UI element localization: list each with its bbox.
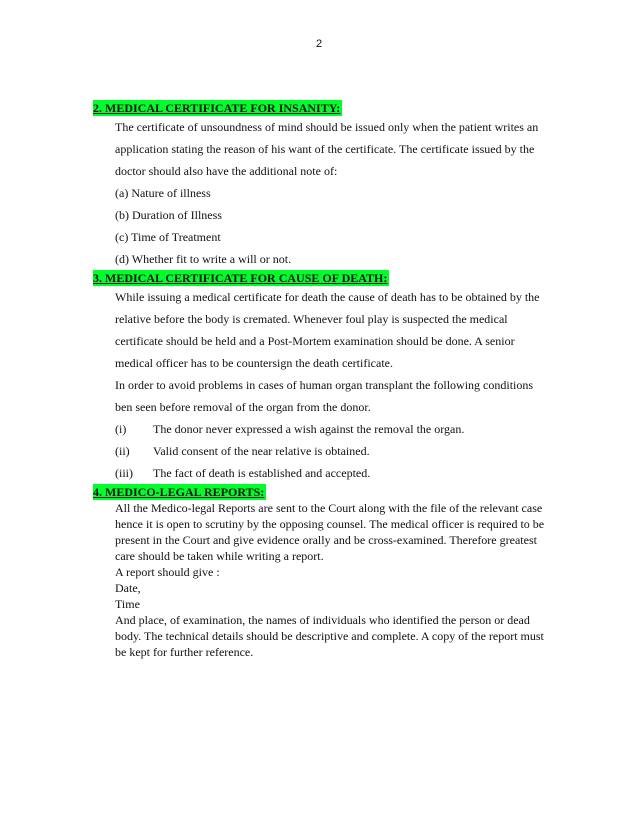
- body-line: be kept for further reference.: [115, 645, 254, 659]
- condition-number: (iii): [115, 466, 133, 480]
- body-line: care should be taken while writing a report.: [115, 549, 324, 563]
- section-body: [93, 500, 563, 660]
- body-line: body. The technical details should be descriptive and complete. A copy of the report must: [115, 629, 544, 643]
- condition-text: Valid consent of the near relative is obtained.: [153, 444, 370, 458]
- body-line: While issuing a medical certificate for death the cause of death has to be obtained by the: [115, 290, 540, 304]
- document-body: [93, 100, 563, 660]
- body-line: medical officer has to be countersign the death certificate.: [115, 356, 393, 370]
- body-line: In order to avoid problems in cases of human organ transplant the following conditions: [115, 378, 534, 392]
- body-line: hence it is open to scrutiny by the opposing counsel. The medical officer is required to be: [115, 517, 545, 531]
- body-line: ben seen before removal of the organ from the donor.: [115, 400, 371, 414]
- condition-item: [115, 418, 563, 440]
- body-line: doctor should also have the additional note of:: [115, 164, 338, 178]
- body-line: present in the Court and give evidence orally and be cross-examined. Therefore greatest: [115, 533, 537, 547]
- body-line: The certificate of unsoundness of mind should be issued only when the patient writes an: [115, 120, 539, 134]
- list-item: (d) Whether fit to write a will or not.: [115, 252, 292, 266]
- list-item: (c) Time of Treatment: [115, 230, 221, 244]
- condition-text: The donor never expressed a wish against the removal the organ.: [153, 422, 465, 436]
- body-line: application stating the reason of his want of the certificate. The certificate issued by the: [115, 142, 535, 156]
- condition-number: (ii): [115, 444, 130, 458]
- condition-number: (i): [115, 422, 127, 436]
- body-line: relative before the body is cremated. Whenever foul play is suspected the medical: [115, 312, 508, 326]
- section-cause-of-death: [93, 270, 563, 484]
- body-line: A report should give :: [115, 565, 220, 579]
- section-medico-legal-reports: [93, 484, 563, 660]
- body-line: Time: [115, 597, 140, 611]
- section-insanity: [93, 100, 563, 270]
- list-item: (a) Nature of illness: [115, 186, 211, 200]
- section-body: [93, 286, 563, 484]
- section-heading: 4. MEDICO-LEGAL REPORTS:: [93, 485, 265, 499]
- body-line: And place, of examination, the names of individuals who identified the person or dead: [115, 613, 530, 627]
- section-body: [93, 116, 563, 270]
- body-line: All the Medico-legal Reports are sent to the Court along with the file of the relevant case: [115, 501, 543, 515]
- condition-item: [115, 440, 563, 462]
- body-line: certificate should be held and a Post-Mortem examination should be done. A senior: [115, 334, 515, 348]
- section-heading: 2. MEDICAL CERTIFICATE FOR INSANITY:: [93, 101, 341, 115]
- page-number: 2: [315, 38, 323, 50]
- section-heading: 3. MEDICAL CERTIFICATE FOR CAUSE OF DEATH:: [93, 271, 388, 285]
- body-line: Date,: [115, 581, 141, 595]
- condition-text: The fact of death is established and accepted.: [153, 466, 371, 480]
- list-item: (b) Duration of Illness: [115, 208, 222, 222]
- condition-item: [115, 462, 563, 484]
